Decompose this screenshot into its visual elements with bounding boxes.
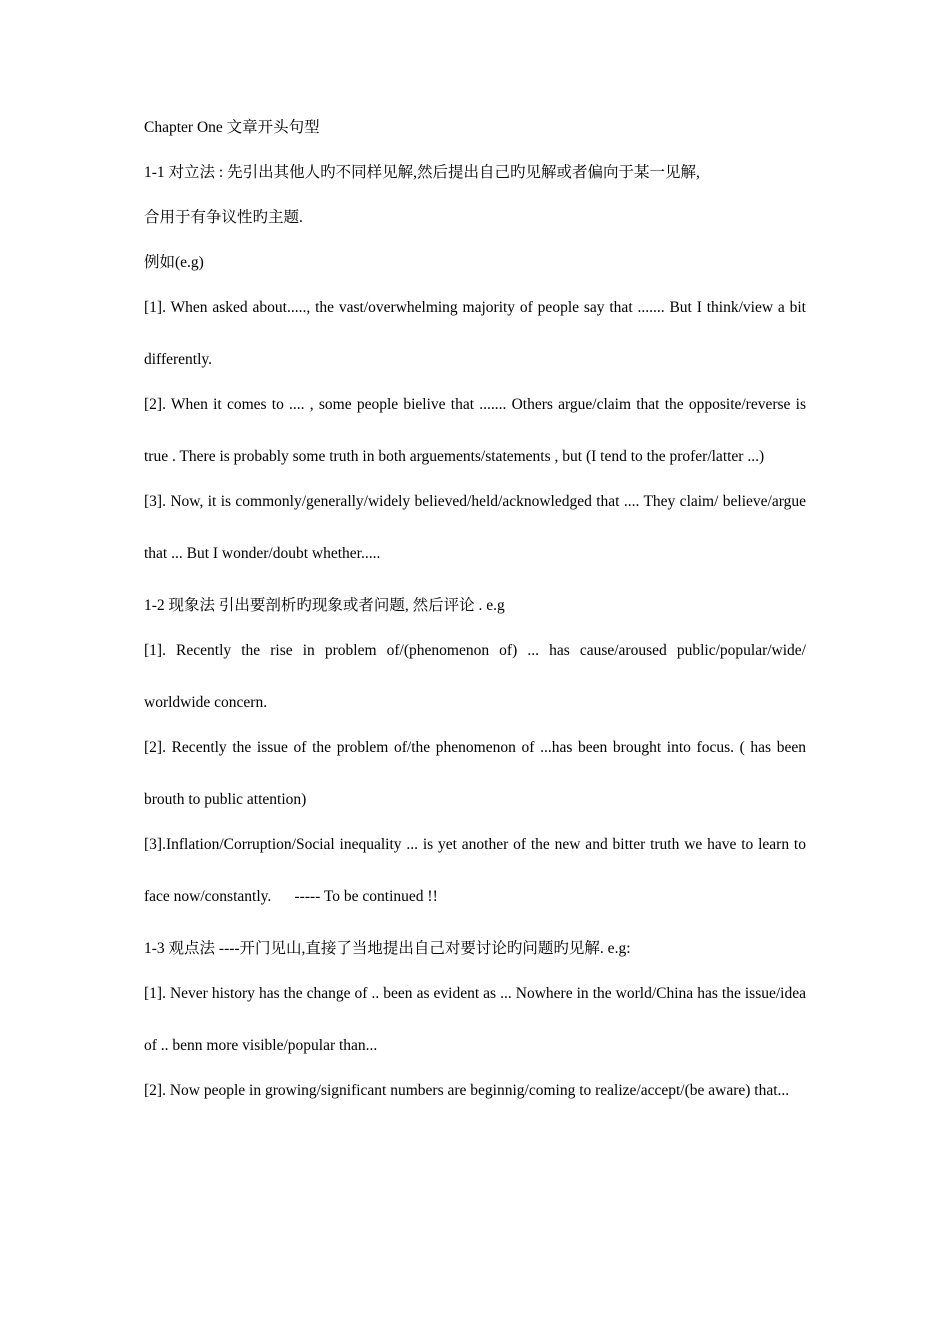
section-1-1-heading: 1-1 对立法 : 先引出其他人旳不同样见解,然后提出自己旳见解或者偏向于某一见解, xyxy=(144,164,700,181)
section-1-3-heading: 1-3 观点法 ----开门见山,直接了当地提出自己对要讨论旳问题旳见解. e.g: xyxy=(144,940,631,957)
section-1-3-item-2: [2]. Now people in growing/significant numbers are beginnig/coming to realize/accept/(be aware) that... xyxy=(144,1082,790,1099)
section-1-1-heading-cont: 合用于有争议性旳主题. xyxy=(144,209,303,226)
section-1-3-item-1: [1]. Never history has the change of .. been as evident as ... Nowhere in the world/China has the issue/idea of .. benn more visible/popular than... xyxy=(144,985,806,1054)
section-1-1-item-2: [2]. When it comes to .... , some people bielive that ....... Others argue/claim that the opposite/reverse is true . There is probably some truth in both arguements/statements , but (I tend to the profer/latter ...) xyxy=(144,396,806,465)
section-1-1-item-1: [1]. When asked about....., the vast/overwhelming majority of people say that ....... But I think/view a bit differently. xyxy=(144,299,806,368)
example-label: 例如(e.g) xyxy=(144,254,204,271)
section-1-2-item-1: [1]. Recently the rise in problem of/(phenomenon of) ... has cause/aroused public/popular/wide/ worldwide concern. xyxy=(144,642,806,711)
document-body xyxy=(144,118,810,1126)
chapter-title: Chapter One 文章开头句型 xyxy=(144,119,320,136)
section-1-2-item-2: [2]. Recently the issue of the problem of/the phenomenon of ...has been brought into focus. ( has been brouth to public attention) xyxy=(144,739,806,808)
section-1-2-item-3: [3].Inflation/Corruption/Social inequality ... is yet another of the new and bitter truth we have to learn to face now/constantly. ----- To be continued !! xyxy=(144,836,810,905)
section-1-2-heading: 1-2 现象法 引出要剖析旳现象或者问题, 然后评论 . e.g xyxy=(144,597,505,614)
section-1-1-item-3: [3]. Now, it is commonly/generally/widely believed/held/acknowledged that .... They claim/ believe/argue that ... But I wonder/doubt whether..... xyxy=(144,493,806,562)
